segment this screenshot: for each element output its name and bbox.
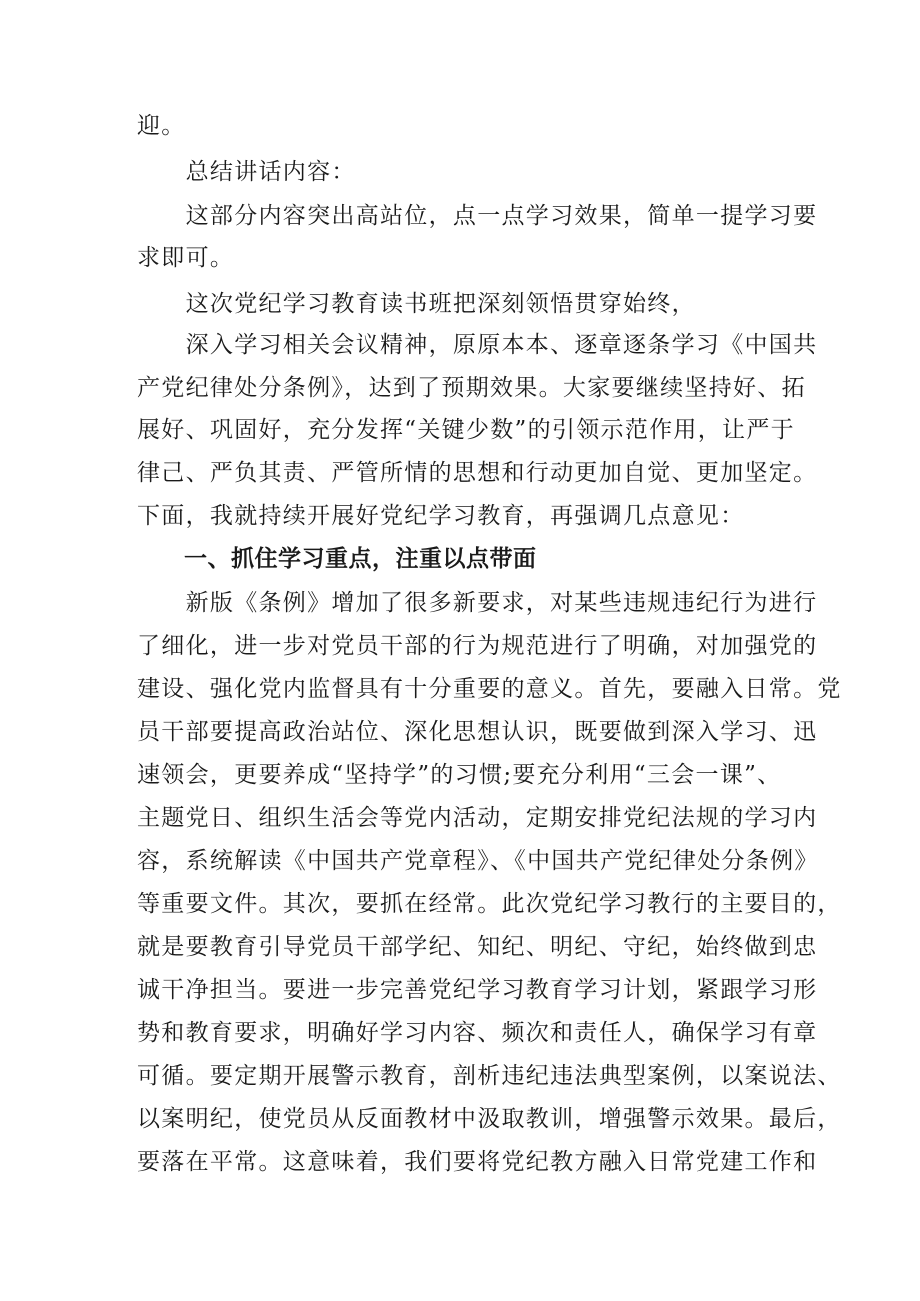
body-line: 员干部要提高政治站位、深化思想认识，既要做到深入学习、迅 <box>137 719 818 745</box>
body-line: 新版《条例》增加了很多新要求，对某些违规违纪行为进行 <box>137 590 818 616</box>
body-line: 下面，我就持续开展好党纪学习教育，再强调几点意见： <box>137 503 745 529</box>
body-line: 速领会，更要养成“坚持学”的习惯;要充分利用“三会一课”、 <box>137 762 782 788</box>
body-line: 势和教育要求，明确好学习内容、频次和责任人，确保学习有章 <box>137 1020 818 1046</box>
body-line: 诚干净担当。要进一步完善党纪学习教育学习计划，紧跟学习形 <box>137 977 818 1003</box>
body-line: 律己、严负其责、严管所情的思想和行动更加自觉、更加坚定。 <box>137 460 818 486</box>
body-line: 了细化，进一步对党员干部的行为规范进行了明确，对加强党的 <box>137 633 818 659</box>
body-line: 要落在平常。这意味着，我们要将党纪教方融入日常党建工作和 <box>137 1149 818 1175</box>
body-line: 容，系统解读《中国共产党章程》、《中国共产党纪律处分条例》 <box>137 848 819 874</box>
body-line: 总结讲话内容： <box>137 159 356 185</box>
body-line: 展好、巩固好，充分发挥“关键少数”的引领示范作用，让严于 <box>137 417 795 443</box>
body-line: 就是要教育引导党员干部学纪、知纪、明纪、守纪，始终做到忠 <box>137 934 818 960</box>
body-line: 可循。要定期开展警示教育，剖析违纪违法典型案例，以案说法、 <box>137 1063 842 1089</box>
body-line: 迎。 <box>137 113 186 139</box>
body-line: 这次党纪学习教育读书班把深刻领悟贯穿始终， <box>137 291 696 317</box>
body-line: 产党纪律处分条例》，达到了预期效果。大家要继续坚持好、拓 <box>137 375 806 401</box>
body-line: 求即可。 <box>137 245 235 271</box>
body-line: 建设、强化党内监督具有十分重要的意义。首先，要融入日常。党 <box>137 676 842 702</box>
body-line: 深入学习相关会议精神，原原本本、逐章逐条学习《中国共 <box>137 332 818 358</box>
body-line: 主题党日、组织生活会等党内活动，定期安排党纪法规的学习内 <box>137 805 818 831</box>
section-heading: 一、抓住学习重点，注重以点带面 <box>137 546 537 572</box>
body-line: 等重要文件。其次，要抓在经常。此次党纪学习教行的主要目的， <box>137 891 842 917</box>
body-line: 以案明纪，使党员从反面教材中汲取教训，增强警示效果。最后， <box>137 1106 842 1132</box>
body-line: 这部分内容突出高站位，点一点学习效果，简单一提学习要 <box>137 203 818 229</box>
